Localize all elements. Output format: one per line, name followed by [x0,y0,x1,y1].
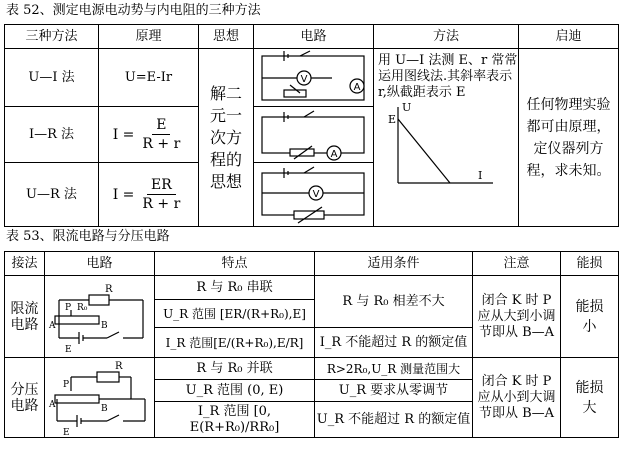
limit-loss: 能损小 [561,276,619,358]
limit-b-label: B [101,320,108,331]
eq-den: R + r [142,136,181,152]
t52-circuit-ir [254,107,374,163]
divider-name: 分压 电路 [5,358,45,438]
divider-feature-3a: I_R 范围 [0, [197,403,272,419]
divider-cond-1: R>2R₀,U_R 测量范围大 [315,358,473,380]
t52-principle-ir [99,107,199,163]
idea-line-4: 程的 [209,149,242,169]
idea-line-5: 思想 [209,171,242,191]
eq-lhs: I = [112,126,135,143]
circuit-ir-diagram [254,109,372,161]
voltmeter-label: V [300,73,308,85]
limit-a-label: A [49,320,56,331]
divider-cond-2: U_R 要求从零调节 [315,380,473,402]
eq2-num: ER [147,176,176,195]
limit-p-label: P [65,302,72,313]
t52-method-text-cell [374,49,519,227]
t52-inspiration [519,49,619,227]
t52-principle-ui: U=E-Ir [99,49,199,107]
divider-cond-3: U_R 不能超过 R 的额定值 [315,402,473,438]
t52-header-circuit: 电路 [254,25,374,49]
inspiration-text: 任何物理实验都可由原理，定仪器列方程，求未知。 [526,96,611,179]
eq2-den: R + r [142,196,181,212]
t53-header-conditions: 适用条件 [315,252,473,276]
divider-r-label: R [115,360,123,372]
limit-circuit [45,276,155,358]
divider-feature-3 [155,402,315,438]
t52-circuit-ui [254,49,374,107]
t53-header-loss: 能损 [561,252,619,276]
t52-circuit-ur [254,163,374,227]
graph-i-label: I [478,169,483,182]
t52-header-idea: 思想 [199,25,254,49]
ammeter-label: A [353,81,361,93]
t53-header-connection: 接法 [5,252,45,276]
t52-header-methods: 三种方法 [5,25,99,49]
divider-b-label: B [101,403,108,414]
divider-e-label: E [63,427,70,437]
t52-header-method: 方法 [374,25,519,49]
idea-line-3: 次方 [209,127,242,147]
table53 [4,251,619,438]
limit-feature-2: U_R 范围 [ER/(R+R₀),E] [155,300,315,328]
idea-line-2: 元一 [209,105,242,125]
ammeter-label-2: A [330,148,338,160]
divider-feature-1: R 与 R₀ 并联 [155,358,315,380]
t53-header-features: 特点 [155,252,315,276]
limit-cond-2: I_R 不能超过 R 的额定值 [315,328,473,358]
ui-graph [378,101,498,191]
t52-header-inspiration: 启迪 [519,25,619,49]
t52-principle-ur [99,163,199,227]
eq2-lhs: I = [112,186,135,203]
limit-e-label: E [65,344,72,354]
divider-feature-3b: E(R+R₀)/RR₀] [189,419,280,435]
table52-caption: 表 52、测定电源电动势与内电阻的三种方法 [6,3,261,18]
limit-r-label: R [105,283,113,295]
divider-p-label: P [63,379,70,390]
divider-a-label: A [49,399,56,410]
divider-loss: 能损大 [561,358,619,438]
t53-header-note: 注意 [473,252,561,276]
eq-num: E [152,116,170,135]
t52-header-principle: 原理 [99,25,199,49]
t52-method-ur: U—R 法 [5,163,99,227]
t52-method-text: 用 U—I 法测 E、r 常常运用图线法.其斜率表示 r,纵截距表示 E [378,53,518,100]
graph-u-label: U [402,101,412,114]
limit-name: 限流 电路 [5,276,45,358]
limit-note: 闭合 K 时 P 应从大到小调节即从 B—A [473,276,561,358]
limit-feature-3: I_R 范围[E/(R+R₀),E/R] [155,328,315,358]
t53-header-circuit: 电路 [45,252,155,276]
t52-method-ir: I—R 法 [5,107,99,163]
t52-method-ui: U—I 法 [5,49,99,107]
circuit-ur-diagram [254,165,372,225]
divider-circuit [45,358,155,438]
graph-e-label: E [388,113,397,126]
table53-caption: 表 53、限流电路与分压电路 [6,229,170,244]
divider-feature-2: U_R 范围 (0, E) [155,380,315,402]
divider-note: 闭合 K 时 P 应从小到大调节即从 B—A [473,358,561,438]
limit-feature-1: R 与 R₀ 串联 [155,276,315,300]
t52-idea [199,49,254,227]
limit-cond-1: R 与 R₀ 相差不大 [315,276,473,328]
voltmeter-label-2: V [312,188,320,200]
limit-circuit-diagram [45,280,153,354]
circuit-ui-diagram [254,50,372,106]
idea-line-1: 解二 [209,83,242,103]
divider-circuit-diagram [45,359,153,437]
limit-r0-label: R₀ [77,302,88,313]
table52 [4,24,619,227]
